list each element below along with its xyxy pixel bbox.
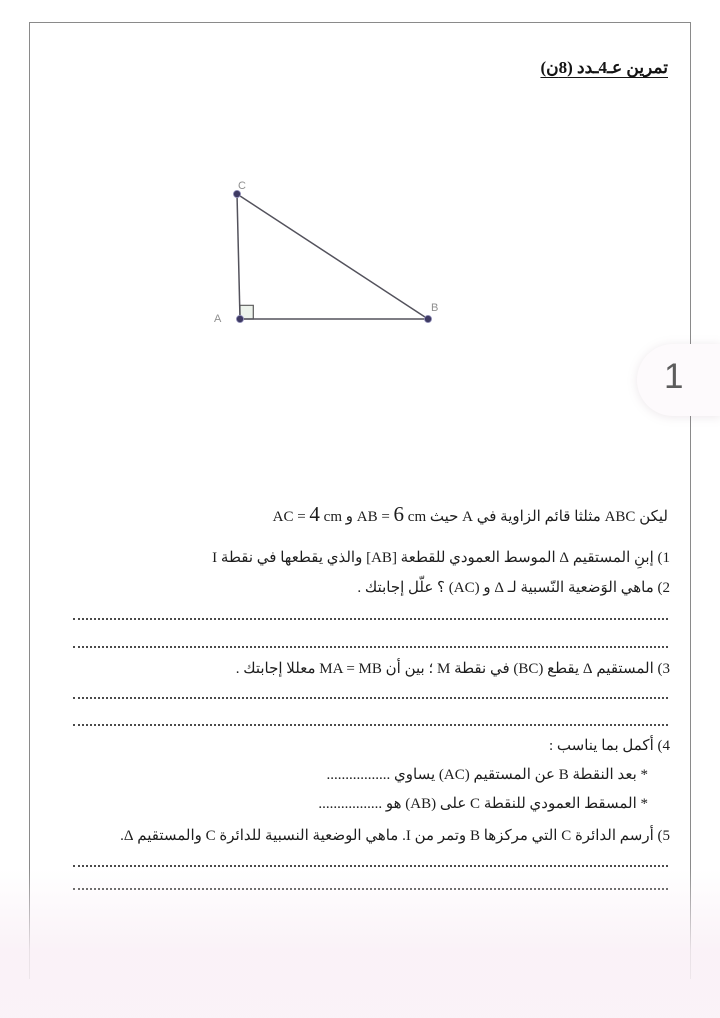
triangle-figure — [200, 160, 460, 340]
statement-ab-unit: cm — [407, 509, 427, 525]
question-1: 1) إبنِ المستقيم Δ الموسط العمودي للقطعة [AB] والذي يقطعها في نقطة I — [212, 550, 670, 566]
statement-intro: ليكن ABC مثلثا قائم الزاوية في A حيث — [429, 509, 668, 525]
statement-ab-value: 6 — [393, 502, 405, 526]
exercise-title: تمرين عـ4ـدد (8ن) — [540, 58, 668, 77]
vertex-point-a — [236, 315, 243, 322]
question-5: 5) أرسم الدائرة C التي مركزها B وتمر من I. ماهي الوضعية النسبية للدائرة C والمستقيم Δ. — [120, 828, 670, 844]
triangle-side-ac — [237, 194, 240, 319]
answer-dotted-line-3 — [73, 697, 668, 699]
question-4-item-1: * بعد النقطة B عن المستقيم (AC) يساوي ................. — [326, 767, 648, 783]
statement-ac-value: 4 — [309, 502, 320, 526]
answer-dotted-line-2 — [73, 646, 668, 648]
statement-conjunction: و — [345, 509, 353, 525]
vertex-label-a: A — [214, 313, 222, 325]
statement-ac-unit: cm — [323, 509, 342, 525]
vertex-point-b — [424, 315, 431, 322]
answer-dotted-line-5 — [73, 865, 668, 867]
question-4: 4) أكمل بما يناسب : — [549, 738, 670, 754]
question-3: 3) المستقيم Δ يقطع (BC) في نقطة M ؛ بين أن MA = MB معللا إجابتك . — [235, 661, 670, 677]
answer-dotted-line-4 — [73, 724, 668, 726]
question-4-item-2: * المسقط العمودي للنقطة C على (AB) هو ................. — [318, 796, 648, 812]
statement-ab-label: AB = — [356, 509, 390, 525]
answer-dotted-line-1 — [73, 618, 668, 620]
triangle-side-cb — [237, 194, 428, 319]
problem-statement — [273, 504, 668, 527]
page-number: 1 — [664, 357, 684, 396]
triangle-diagram — [200, 160, 460, 340]
vertex-label-c: C — [238, 180, 246, 192]
question-2: 2) ماهي الوَضعية النّسبية لـ Δ و (AC) ؟ علّل إجابتك . — [357, 580, 670, 596]
vertex-label-b: B — [431, 302, 439, 314]
page-number-badge — [637, 344, 720, 416]
statement-ac-label: AC = — [272, 509, 306, 525]
answer-dotted-line-6 — [73, 888, 668, 890]
